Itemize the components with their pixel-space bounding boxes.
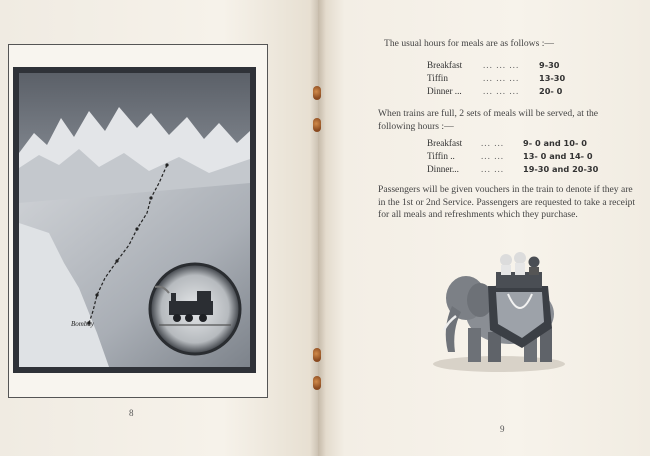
binding-staple — [313, 376, 321, 390]
map-svg — [19, 73, 250, 367]
meal-hours-intro: The usual hours for meals are as follows :— — [384, 38, 554, 49]
binding-staple — [313, 118, 321, 132]
page-number-right: 9 — [500, 424, 505, 434]
booklet-spread: Bombay 8 The usual hours for meals are as follows :— Breakfast ... ... ... 9-30 Tiffin ... ... ... 13-30 Dinner ... ... ... ... 20- 0 When trains are full, 2 sets of meals will be served, at the following hours :— Breakfast ... ... 9- 0 and 10- 0 Tiffin .. ... ... 13- 0 and 14- 0 Dinner... ... ... 19-30 and 20-30 Passengers will be given vouchers in the train to denote if they are in the 1st or 2nd Service. Passengers are requested to take a receipt for all meals and refreshments which they purchase. 9 — [0, 0, 650, 456]
binding-staple — [313, 86, 321, 100]
full-trains-paragraph: When trains are full, 2 sets of meals will be served, at the following hours :— — [378, 108, 599, 132]
left-page — [0, 0, 318, 456]
map-label-bombay: Bombay — [71, 320, 94, 328]
page-number-left: 8 — [129, 408, 134, 418]
binding-staple — [313, 348, 321, 362]
relief-map-illustration — [13, 67, 256, 373]
elephant-illustration — [424, 236, 574, 381]
vouchers-paragraph: Passengers will be given vouchers in the train to denote if they are in the 1st or 2nd Service. Passengers are requested to take a receipt for all meals and refreshments which they purchase. — [378, 184, 636, 220]
